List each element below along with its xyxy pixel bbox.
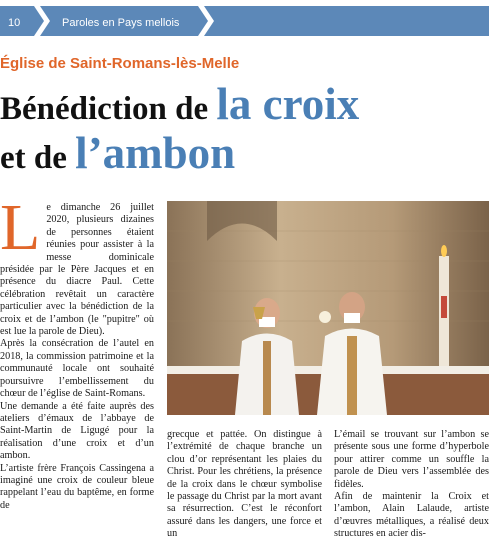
paragraph-1-text: e dimanche 26 juillet 2020, plusieurs dizaines de personnes étaient réunies pour assister à la messe dominicale présidée par le Père Jacques et en présence du diacre Paul. Cette célébration revêtait un caractère particulier avec la bénédiction de la croix et de l’ambon (le "pupitre" où est lue la parole de Dieu).	[0, 202, 154, 338]
title-part-4: l’ambon	[75, 128, 236, 178]
title-line-2	[0, 128, 489, 180]
paragraph-2: Après la consécration de l’autel en 2018, la commission patrimoine et la communauté locale ont souhaité poursuivre l’embellissement du chœur de l’église de Saint-Romans.	[0, 338, 154, 400]
article-column-middle	[167, 429, 322, 541]
article-photo	[167, 201, 489, 415]
paragraph-4: L’artiste frère François Cassingena a imaginé une croix de couleur bleue rappelant l’eau du baptême, en forme de	[0, 462, 154, 511]
article-column-right	[334, 429, 489, 541]
paragraph-1	[0, 191, 154, 338]
paragraph-6: L’émail se trouvant sur l’ambon se présente sous une forme d’hyperbole pour attirer comme un souffle la parole de Dieu vers l’assemblée des fidèles.	[334, 429, 489, 490]
paragraph-7: Afin de maintenir la Croix et l’ambon, Alain Lalaude, artiste d’œuvres métalliques, a réalisé deux structures en acier dis-	[334, 491, 489, 540]
page-number: 10	[8, 17, 21, 29]
title-line-1	[0, 79, 489, 131]
title-part-3: et de	[0, 140, 76, 176]
paragraph-3: Une demande a été faite auprès des ateliers d’émaux de l’abbaye de Saint-Martin de Ligugé pour la réalisation d’une croix et d’un ambon.	[0, 400, 154, 462]
paragraph-5: grecque et pattée. On distingue à l’extrémité de chaque branche un clou d’or représentant les plaies du Christ. Pour les chrétiens, la présence de la croix dans le chœur symbolise le passage du Christ par la mort avant sa résurrection. C’est le réconfort assuré dans les dangers, une force et un	[167, 429, 322, 540]
page-header	[0, 0, 489, 35]
drop-cap: L	[0, 191, 41, 264]
article-title	[0, 79, 489, 180]
title-part-2: la croix	[216, 79, 360, 129]
title-part-1: Bénédiction de	[0, 91, 217, 127]
article-location: Église de Saint-Romans-lès-Melle	[0, 55, 240, 72]
section-name: Paroles en Pays mellois	[62, 17, 180, 29]
article-column-left	[0, 191, 154, 512]
